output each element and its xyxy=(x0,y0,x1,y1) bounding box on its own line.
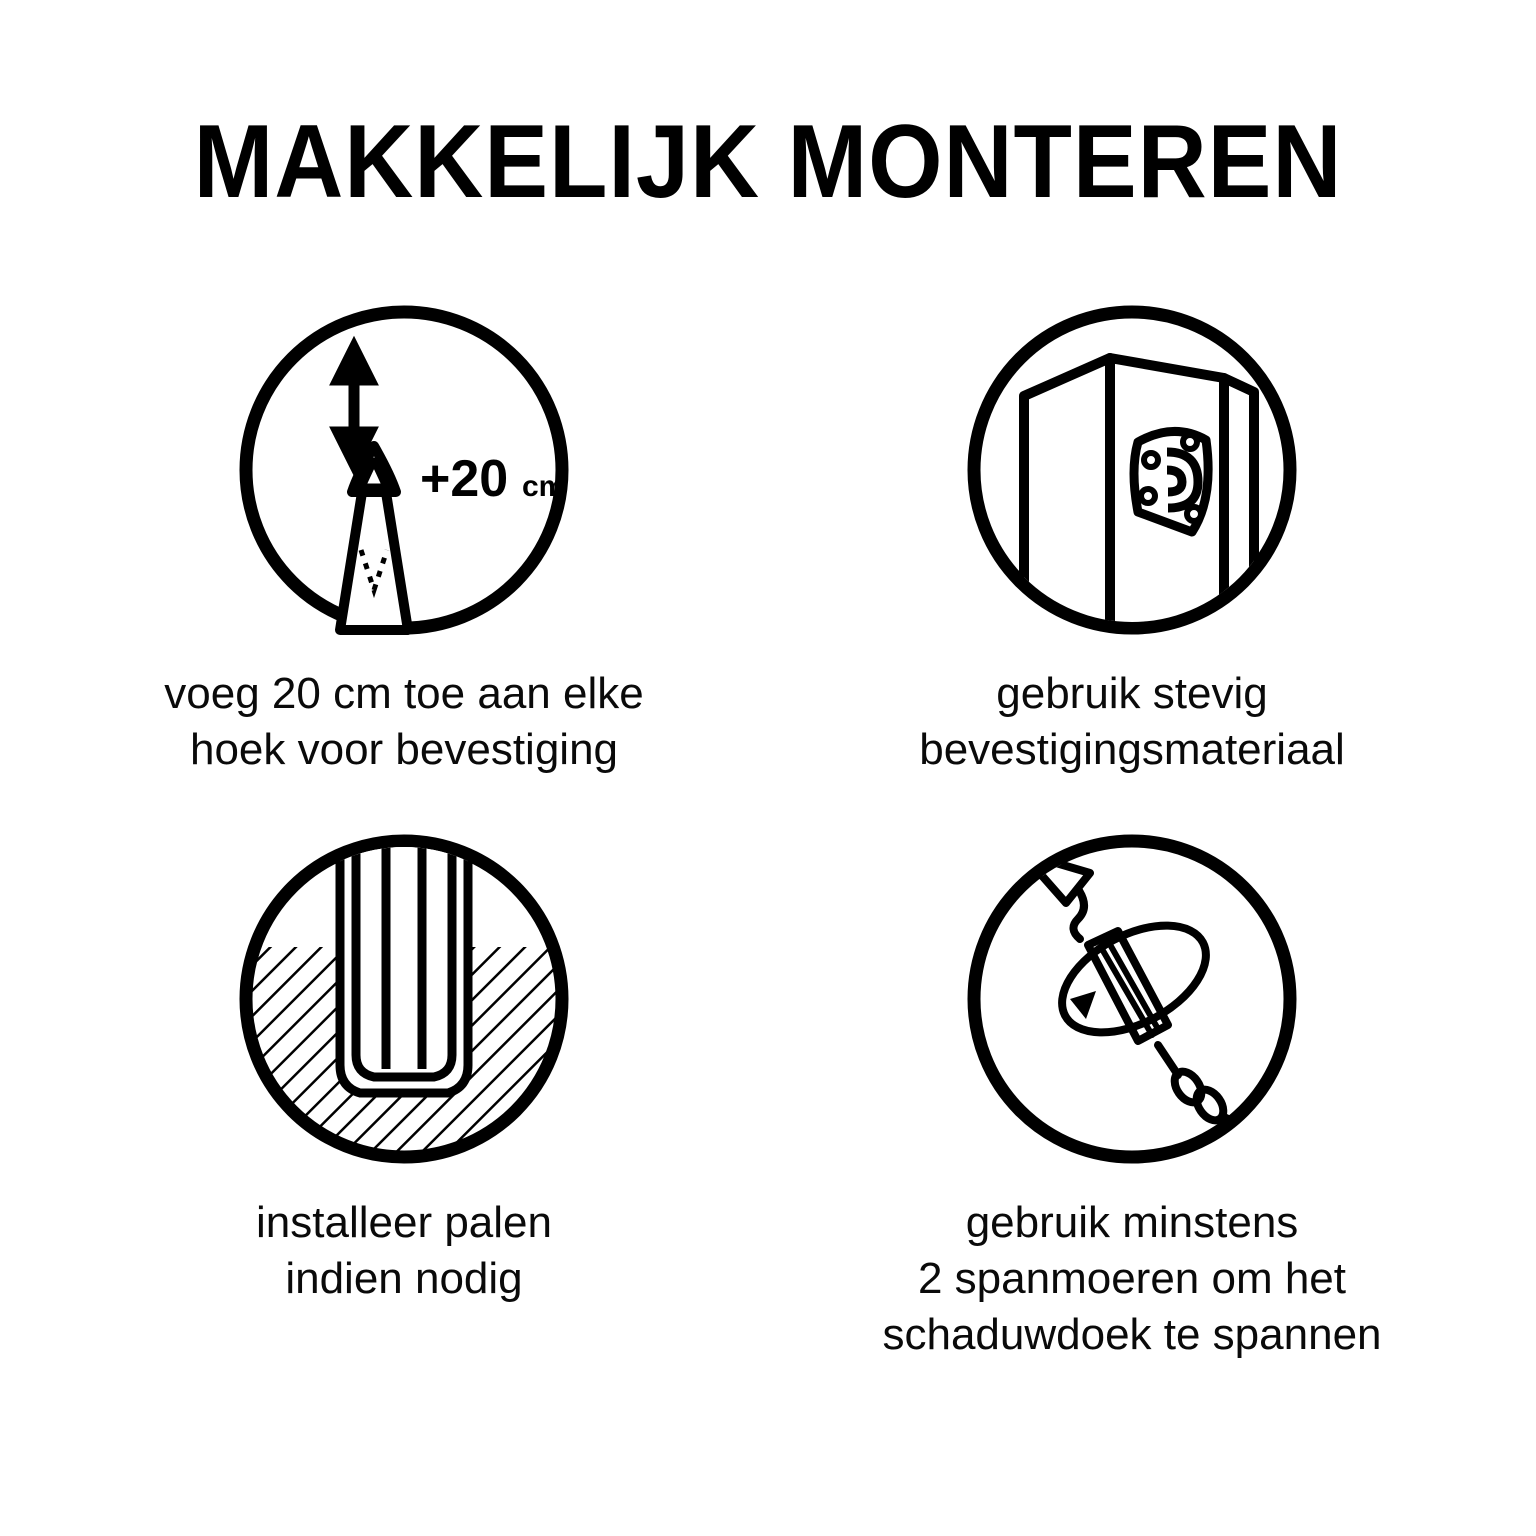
step-caption-4-line3: schaduwdoek te spannen xyxy=(882,1310,1382,1360)
step-caption-4-line1: gebruik minstens xyxy=(965,1197,1299,1247)
page-title: MAKKELIJK MONTEREN xyxy=(193,104,1343,220)
step-caption-3 xyxy=(256,1195,552,1308)
step-caption-3-line2: indien nodig xyxy=(285,1253,523,1303)
wall-mount-plate-icon xyxy=(962,300,1302,640)
step-item-4 xyxy=(788,829,1476,1364)
step-caption-1-line2: hoek voor bevestiging xyxy=(189,725,619,775)
post-in-ground-icon xyxy=(234,829,574,1169)
turnbuckle-tensioner-icon xyxy=(962,829,1302,1169)
svg-text:cm: cm xyxy=(522,470,566,503)
step-caption-4 xyxy=(882,1195,1381,1364)
step-caption-1-line1: voeg 20 cm toe aan elke xyxy=(164,669,644,718)
step-caption-2-line2: bevestigingsmateriaal xyxy=(919,725,1345,775)
step-caption-1 xyxy=(164,666,643,779)
step-caption-2 xyxy=(919,666,1345,779)
step-item-3 xyxy=(60,829,748,1364)
step-caption-2-line1: gebruik stevig xyxy=(996,669,1268,718)
steps-grid xyxy=(60,300,1476,1364)
step-caption-4-line2: 2 spanmoeren om het xyxy=(917,1253,1347,1303)
step-item-1 xyxy=(60,300,748,779)
step-item-2 xyxy=(788,300,1476,779)
svg-text:+20: +20 xyxy=(420,450,509,508)
step-caption-3-line1: installeer palen xyxy=(256,1197,552,1247)
corner-reinforcement-icon xyxy=(234,300,574,640)
